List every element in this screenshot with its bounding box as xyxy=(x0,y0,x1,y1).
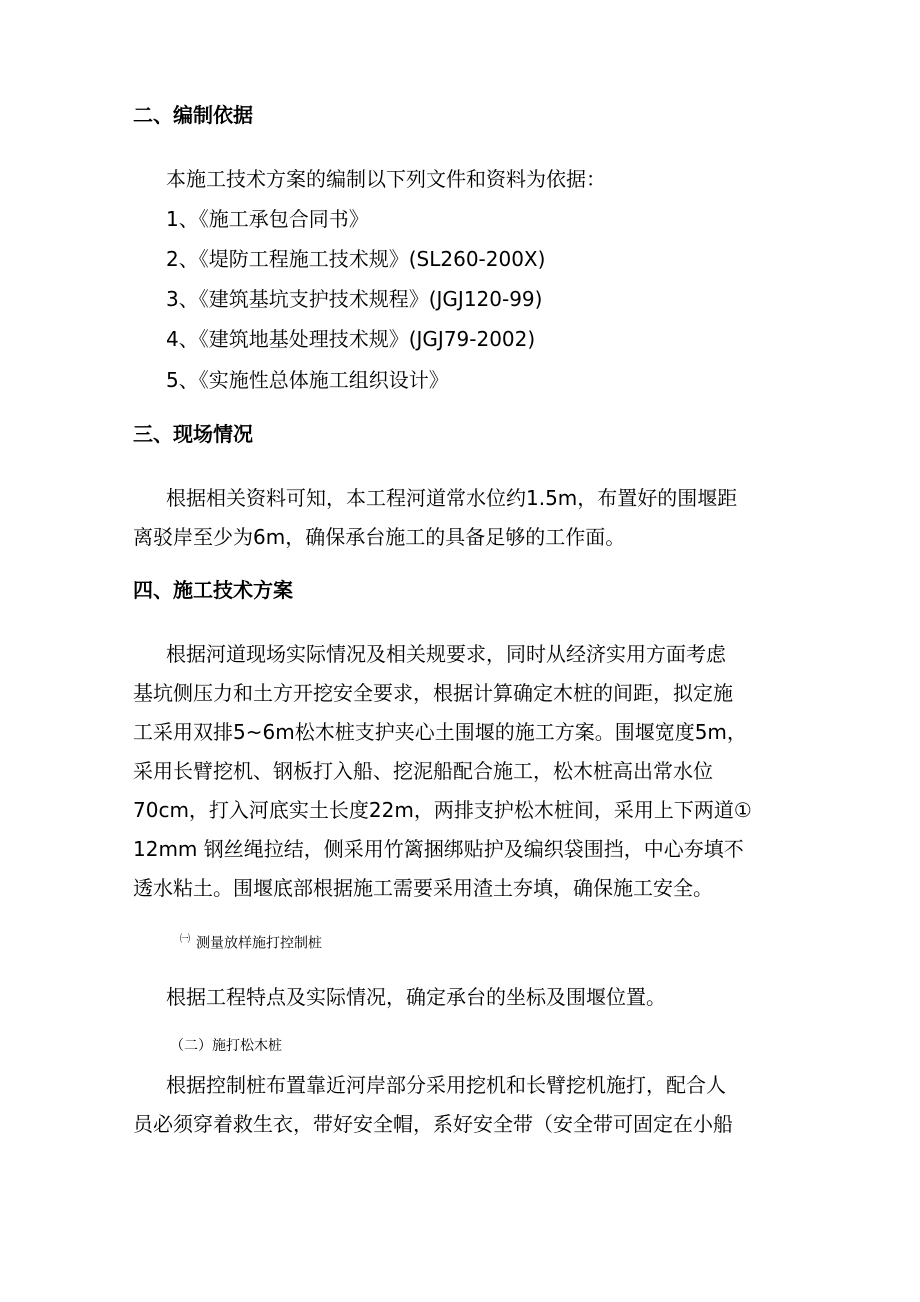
paragraph-line: 根据河道现场实际情况及相关规要求，同时从经济实用方面考虑 xyxy=(166,642,726,666)
reference-item-5: 5、《实施性总体施工组织设计》 xyxy=(166,368,449,392)
paragraph-line: 根据控制桩布置靠近河岸部分采用挖机和长臂挖机施打，配合人 xyxy=(166,1073,726,1097)
subheading-1 xyxy=(180,930,322,954)
reference-item-1: 1、《施工承包合同书》 xyxy=(166,207,369,231)
section-2-intro: 本施工技术方案的编制以下列文件和资料为依据： xyxy=(166,167,606,191)
paragraph-line: 透水粘土。围堰底部根据施工需要采用渣土夯填，确保施工安全。 xyxy=(133,876,713,900)
subheading-1-title: 测量放样施打控制桩 xyxy=(196,935,322,952)
section-heading-3: 三、现场情况 xyxy=(133,422,253,446)
paragraph-line: 基坑侧压力和土方开挖安全要求，根据计算确定木桩的间距，拟定施 xyxy=(133,681,733,705)
paragraph-line: 离驳岸至少为6m，确保承台施工的具备足够的工作面。 xyxy=(133,525,626,549)
paragraph-line: 12mm 钢丝绳拉结，侧采用竹篱捆绑贴护及编织袋围挡，中心夯填不 xyxy=(133,837,744,861)
paragraph-line: 工采用双排5~6m松木桩支护夹心土围堰的施工方案。围堰宽度5m， xyxy=(133,720,747,744)
section-heading-2: 二、编制依据 xyxy=(133,103,253,127)
paragraph-line: 根据工程特点及实际情况，确定承台的坐标及围堰位置。 xyxy=(166,985,666,1009)
paragraph-line: 70cm，打入河底实土长度22m，两排支护松木桩间，采用上下两道① xyxy=(133,798,752,822)
reference-item-3: 3、《建筑基坑支护技术规程》(JGJ120-99) xyxy=(166,287,543,311)
subheading-2: （二）施打松木桩 xyxy=(170,1038,282,1054)
paragraph-line: 员必须穿着救生衣，带好安全帽，系好安全带（安全带可固定在小船 xyxy=(133,1112,733,1136)
section-heading-4: 四、施工技术方案 xyxy=(133,578,293,602)
paragraph-line: 采用长臂挖机、钢板打入船、挖泥船配合施工，松木桩高出常水位 xyxy=(133,759,713,783)
paragraph-line: 根据相关资料可知，本工程河道常水位约1.5m，布置好的围堰距 xyxy=(166,486,738,510)
reference-item-2: 2、《堤防工程施工技术规》(SL260-200X) xyxy=(166,247,546,271)
reference-item-4: 4、《建筑地基处理技术规》(JGJ79-2002) xyxy=(166,327,536,351)
subheading-1-number: ㈠ xyxy=(180,934,190,945)
